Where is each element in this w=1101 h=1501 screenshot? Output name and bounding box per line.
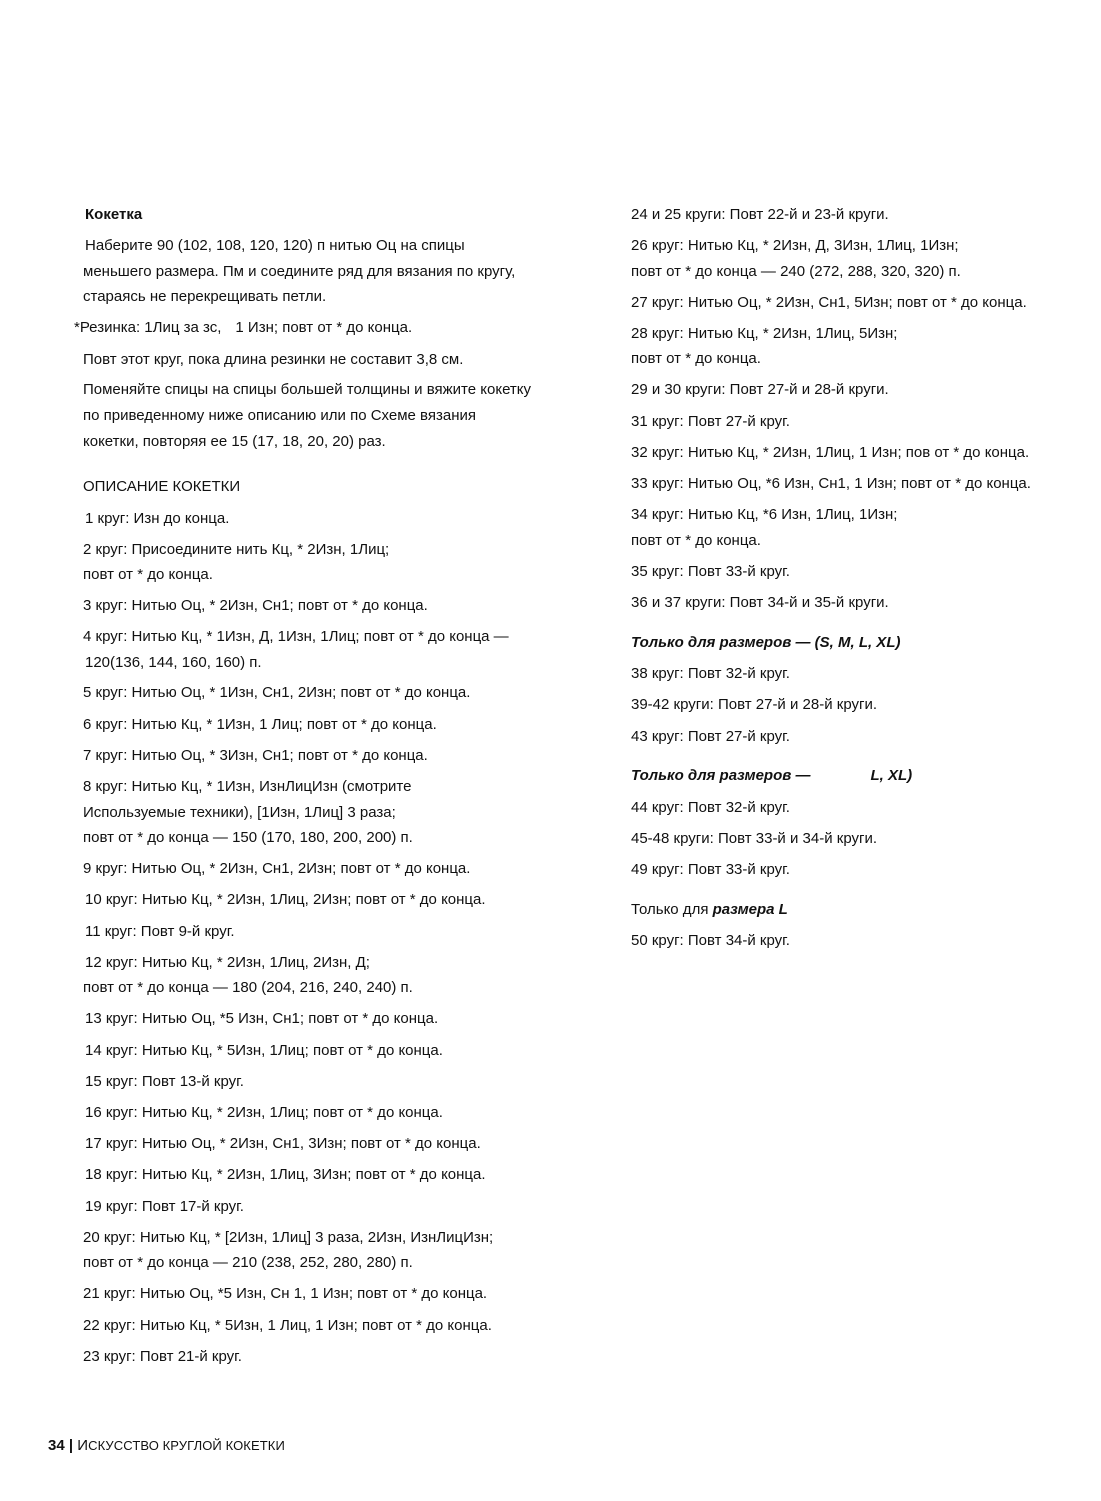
rib-part-b: 1 Изн; повт от * до конца. — [235, 319, 413, 336]
round-line: 6 круг: Нитью Кц, * 1Изн, 1 Лиц; повт от * до конца. — [83, 716, 437, 733]
sizes-heading-part-b: L, XL) — [870, 767, 913, 784]
round-line: 28 круг: Нитью Кц, * 2Изн, 1Лиц, 5Изн; — [631, 325, 898, 342]
round-line: повт от * до конца. — [631, 532, 761, 549]
book-title-initial: И — [77, 1437, 89, 1454]
round-line: Используемые техники), [1Изн, 1Лиц] 3 раза; — [83, 804, 396, 821]
change-line: кокетки, повторяя ее 15 (17, 18, 20, 20) раз. — [83, 433, 386, 450]
round-line: 20 круг: Нитью Кц, * [2Изн, 1Лиц] 3 раза, 2Изн, ИзнЛицИзн; — [83, 1229, 494, 1246]
round-line: 7 круг: Нитью Оц, * 3Изн, Сн1; повт от * до конца. — [83, 747, 428, 764]
footer-separator: | — [68, 1437, 74, 1454]
size-l-heading-plain: Только для — [631, 901, 713, 918]
round-line: 13 круг: Нитью Оц, *5 Изн, Сн1; повт от * до конца. — [85, 1010, 439, 1027]
book-title-rest: СКУССТВО КРУГЛОЙ КОКЕТКИ — [88, 1438, 285, 1453]
round-line: 31 круг: Повт 27-й круг. — [631, 413, 790, 430]
round-line: 17 круг: Нитью Оц, * 2Изн, Сн1, 3Изн; повт от * до конца. — [85, 1135, 481, 1152]
round-line: повт от * до конца — 210 (238, 252, 280, 280) п. — [83, 1254, 413, 1271]
repeat-line: Повт этот круг, пока длина резинки не составит 3,8 см. — [83, 351, 464, 368]
round-line: 45-48 круги: Повт 33-й и 34-й круги. — [631, 830, 878, 847]
section-heading: Кокетка — [85, 206, 143, 223]
change-line: по приведенному ниже описанию или по Схеме вязания — [83, 407, 476, 424]
round-line: 16 круг: Нитью Кц, * 2Изн, 1Лиц; повт от * до конца. — [85, 1104, 443, 1121]
rib-line — [74, 319, 412, 337]
round-line: 36 и 37 круги: Повт 34-й и 35-й круги. — [631, 594, 889, 611]
round-line: 29 и 30 круги: Повт 27-й и 28-й круги. — [631, 381, 889, 398]
round-line: 120(136, 144, 160, 160) п. — [85, 654, 262, 671]
round-line: 44 круг: Повт 32-й круг. — [631, 799, 790, 816]
round-line: 18 круг: Нитью Кц, * 2Изн, 1Лиц, 3Изн; повт от * до конца. — [85, 1166, 486, 1183]
round-line: 21 круг: Нитью Оц, *5 Изн, Сн 1, 1 Изн; повт от * до конца. — [83, 1285, 488, 1302]
rib-part-a: *Резинка: 1Лиц за зс, — [74, 319, 222, 336]
round-line: 14 круг: Нитью Кц, * 5Изн, 1Лиц; повт от * до конца. — [85, 1042, 443, 1059]
round-line: повт от * до конца. — [631, 350, 761, 367]
intro-line: стараясь не перекрещивать петли. — [83, 288, 327, 305]
round-line: 24 и 25 круги: Повт 22-й и 23-й круги. — [631, 206, 889, 223]
round-line: 8 круг: Нитью Кц, * 1Изн, ИзнЛицИзн (смотрите — [83, 778, 412, 795]
round-line: 15 круг: Повт 13-й круг. — [85, 1073, 244, 1090]
round-line: 27 круг: Нитью Оц, * 2Изн, Сн1, 5Изн; повт от * до конца. — [631, 294, 1027, 311]
sizes-heading: Только для размеров — (S, M, L, XL) — [631, 634, 901, 651]
page-number: 34 — [48, 1437, 65, 1454]
round-line: повт от * до конца — 240 (272, 288, 320, 320) п. — [631, 263, 961, 280]
round-line: 19 круг: Повт 17-й круг. — [85, 1198, 244, 1215]
round-line: 10 круг: Нитью Кц, * 2Изн, 1Лиц, 2Изн; повт от * до конца. — [85, 891, 486, 908]
page-footer — [48, 1437, 285, 1454]
section-title: ОПИСАНИЕ КОКЕТКИ — [83, 478, 241, 495]
sizes-heading — [631, 767, 912, 785]
round-line: 11 круг: Повт 9-й круг. — [85, 923, 235, 940]
size-l-heading — [631, 901, 788, 919]
size-l-heading-bold: размера L — [712, 901, 788, 918]
intro-line: меньшего размера. Пм и соедините ряд для вязания по кругу, — [83, 263, 516, 280]
round-line: 43 круг: Повт 27-й круг. — [631, 728, 790, 745]
round-line: 2 круг: Присоедините нить Кц, * 2Изн, 1Лиц; — [83, 541, 390, 558]
round-line: повт от * до конца — 180 (204, 216, 240, 240) п. — [83, 979, 413, 996]
round-line: 4 круг: Нитью Кц, * 1Изн, Д, 1Изн, 1Лиц; повт от * до конца — — [83, 628, 509, 645]
round-line: 3 круг: Нитью Оц, * 2Изн, Сн1; повт от * до конца. — [83, 597, 428, 614]
round-line: повт от * до конца. — [83, 566, 213, 583]
round-line: 35 круг: Повт 33-й круг. — [631, 563, 790, 580]
intro-line: Наберите 90 (102, 108, 120, 120) п нитью Оц на спицы — [85, 237, 465, 254]
book-title — [77, 1438, 285, 1453]
round-line: 32 круг: Нитью Кц, * 2Изн, 1Лиц, 1 Изн; пов от * до конца. — [631, 444, 1030, 461]
round-line: 9 круг: Нитью Оц, * 2Изн, Сн1, 2Изн; повт от * до конца. — [83, 860, 471, 877]
round-line: повт от * до конца — 150 (170, 180, 200, 200) п. — [83, 829, 413, 846]
round-line: 39-42 круги: Повт 27-й и 28-й круги. — [631, 696, 878, 713]
round-line: 12 круг: Нитью Кц, * 2Изн, 1Лиц, 2Изн, Д; — [85, 954, 370, 971]
round-line: 49 круг: Повт 33-й круг. — [631, 861, 790, 878]
round-line: 5 круг: Нитью Оц, * 1Изн, Сн1, 2Изн; повт от * до конца. — [83, 684, 471, 701]
round-line: 50 круг: Повт 34-й круг. — [631, 932, 790, 949]
round-line: 34 круг: Нитью Кц, *6 Изн, 1Лиц, 1Изн; — [631, 506, 898, 523]
round-line: 26 круг: Нитью Кц, * 2Изн, Д, 3Изн, 1Лиц, 1Изн; — [631, 237, 959, 254]
round-line: 22 круг: Нитью Кц, * 5Изн, 1 Лиц, 1 Изн; повт от * до конца. — [83, 1317, 492, 1334]
round-line: 1 круг: Изн до конца. — [85, 510, 230, 527]
round-line: 23 круг: Повт 21-й круг. — [83, 1348, 242, 1365]
sizes-heading-part-a: Только для размеров — — [631, 767, 811, 784]
round-line: 38 круг: Повт 32-й круг. — [631, 665, 790, 682]
round-line: 33 круг: Нитью Оц, *6 Изн, Сн1, 1 Изн; повт от * до конца. — [631, 475, 1031, 492]
change-line: Поменяйте спицы на спицы большей толщины и вяжите кокетку — [83, 381, 532, 398]
